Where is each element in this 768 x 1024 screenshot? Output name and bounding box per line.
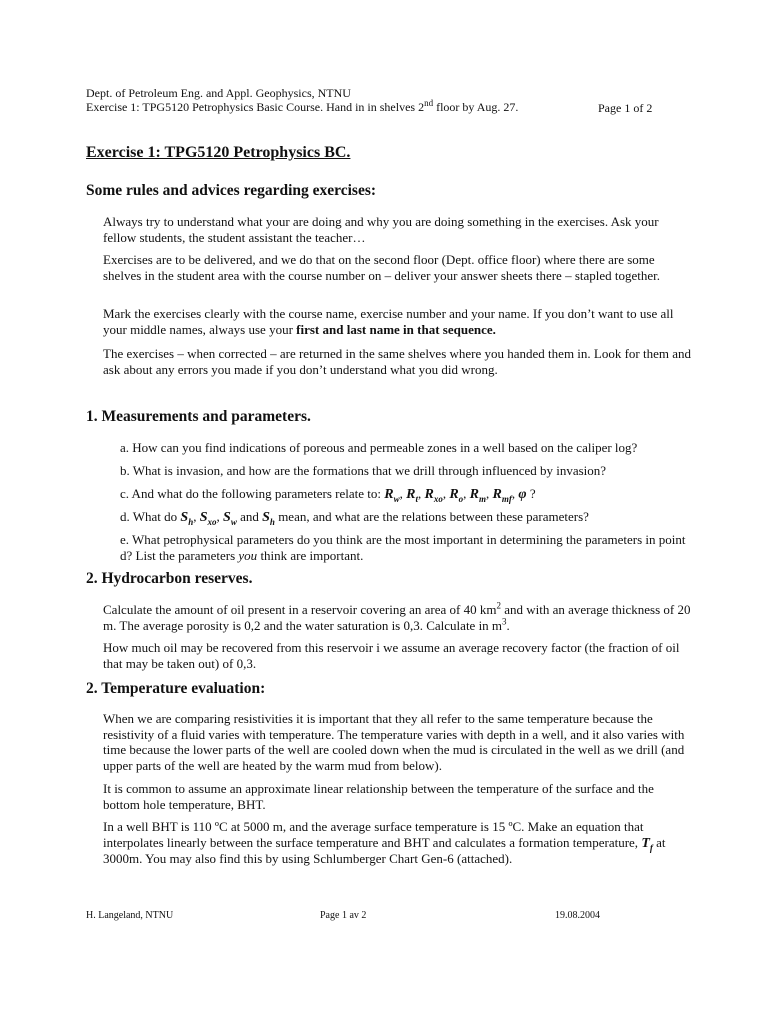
- header-page-number: Page 1 of 2: [598, 101, 653, 115]
- temperature-paragraph-2: It is common to assume an approximate linear relationship between the temperature of the surface and the bottom hole temperature, BHT.: [103, 781, 654, 812]
- reserves-paragraph-2: How much oil may be recovered from this reservoir i we assume an average recovery factor (the fraction of oil that may be taken out) of 0,3.: [103, 640, 680, 671]
- header-department: Dept. of Petroleum Eng. and Appl. Geophysics, NTNU: [86, 86, 351, 100]
- header-exercise-info: [86, 100, 518, 115]
- question-1d: d. What do $S_h$, $S_{xo}$, $S_w$ and $S_h$ mean, and what are the relations between these parameters?: [120, 509, 589, 527]
- section-2-heading: 2. Hydrocarbon reserves.: [86, 570, 253, 587]
- question-1c-text: c. And what do the following parameters relate to:: [120, 486, 385, 501]
- question-1d-text: d. What do: [120, 509, 181, 524]
- rules-paragraph-1: Always try to understand what your are doing and why you are doing something in the exercises. Ask your fellow students, the student assistant the teacher…: [103, 214, 659, 245]
- header-exercise-text-end: floor by Aug. 27.: [433, 100, 519, 114]
- document-title: Exercise 1: TPG5120 Petrophysics BC.: [86, 144, 351, 161]
- rules-paragraph-3-text: Mark the exercises clearly with the course name, exercise number and your name. If you don’t want to use all your middle names, always use your: [103, 306, 674, 337]
- rules-paragraph-3: [103, 306, 693, 337]
- rules-heading: Some rules and advices regarding exercises:: [86, 182, 377, 199]
- temperature-paragraph-3: In a well BHT is 110 ºC at 5000 m, and the average surface temperature is 15 ºC. Make an equation that interpolates linearly between the surface temperature and BHT and calculates a formation temperature, $T_f$ at 3000m. You may also find this by using Schlumberger Chart Gen-6 (attached).: [103, 819, 666, 866]
- question-1e-text-end: think are important.: [257, 547, 364, 563]
- footer-date: 19.08.2004: [555, 910, 600, 921]
- reserves-paragraph-1: Calculate the amount of oil present in a reservoir covering an area of 40 $km^2$ and with an average thickness of 20 m. The average porosity is 0,2 and the water saturation is 0,3. Calculate in $m^3$.: [103, 600, 691, 633]
- question-1e-text: e. What petrophysical parameters do you think are the most important in determining the parameters in point d? List the parameters: [120, 532, 686, 563]
- question-1e: [120, 532, 690, 563]
- rules-paragraph-3-bold: first and last name in that sequence.: [296, 321, 496, 337]
- rules-paragraph-2: Exercises are to be delivered, and we do that on the second floor (Dept. office floor) where there are some shelves in the student area with the course number on – deliver your answer sheets there – stapled together.: [103, 252, 661, 283]
- footer-page: Page 1 av 2: [320, 910, 367, 921]
- section-1-heading: 1. Measurements and parameters.: [86, 408, 311, 425]
- header-exercise-sup: nd: [424, 98, 434, 108]
- question-1b: b. What is invasion, and how are the formations that we drill through influenced by invasion?: [120, 463, 607, 478]
- footer-author: H. Langeland, NTNU: [86, 910, 174, 921]
- rules-paragraph-4: The exercises – when corrected – are returned in the same shelves where you handed them in. Look for them and ask about any errors you made if you don’t understand what you did wrong.: [103, 346, 692, 377]
- section-3-heading: 2. Temperature evaluation:: [86, 680, 266, 697]
- question-1c: c. And what do the following parameters relate to: $R_w$, $R_t$, $R_{xo}$, $R_o$, $R_m$, $R_{mf}$, φ ?: [120, 486, 536, 504]
- header-exercise-text: Exercise 1: TPG5120 Petrophysics Basic Course. Hand in in shelves 2: [86, 100, 425, 114]
- question-1e-emphasis: you: [238, 547, 258, 563]
- question-1a: a. How can you find indications of poreous and permeable zones in a well based on the caliper log?: [120, 440, 638, 455]
- temperature-paragraph-1: When we are comparing resistivities it is important that they all refer to the same temperature because the resistivity of a fluid varies with temperature. The temperature varies with depth in a well, and it also varies with time because the lower parts of the well are cooled down when the mud is circulated in the well as we drill (and upper parts of the well are heated by the warm mud from below).: [103, 711, 685, 773]
